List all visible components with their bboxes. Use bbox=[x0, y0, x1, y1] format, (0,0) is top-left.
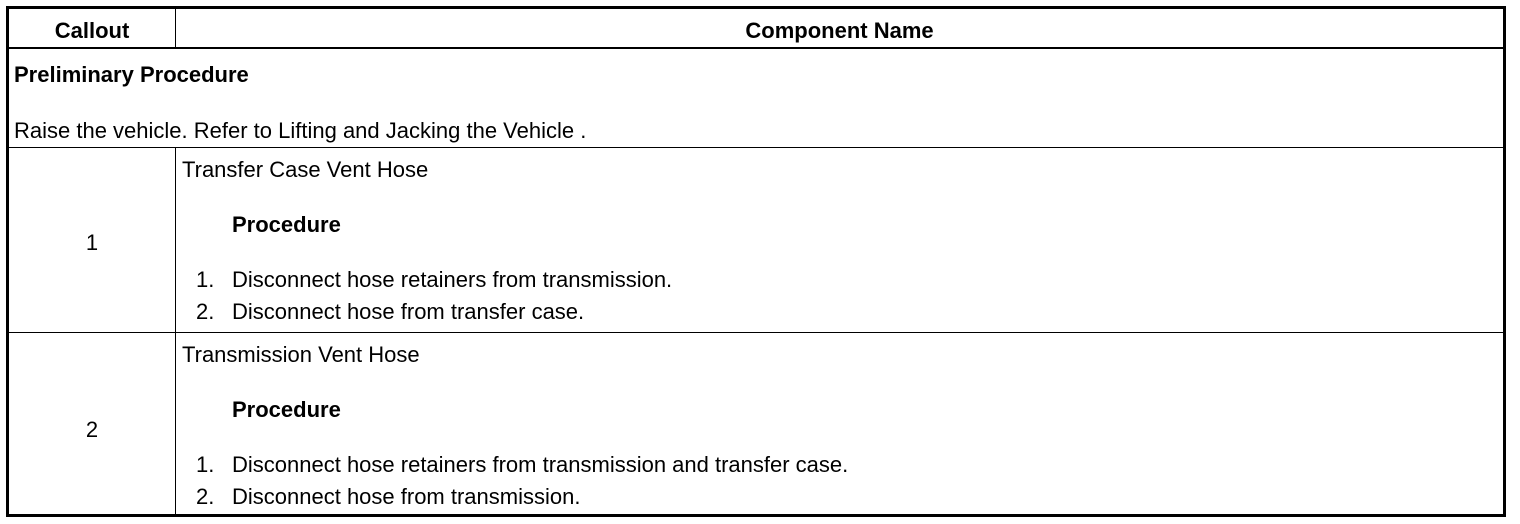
step-number: 2. bbox=[196, 484, 215, 509]
preliminary-procedure-title: Preliminary Procedure bbox=[14, 62, 249, 87]
procedure-heading: Procedure bbox=[232, 212, 341, 237]
step-number: 2. bbox=[196, 299, 215, 324]
step-number: 1. bbox=[196, 452, 215, 477]
procedure-steps bbox=[196, 267, 672, 331]
procedure-table bbox=[6, 6, 1506, 517]
callout-number: 1 bbox=[85, 230, 99, 255]
procedure-steps bbox=[196, 452, 848, 516]
header-callout-label: Callout bbox=[54, 18, 130, 43]
callout-cell bbox=[9, 148, 176, 332]
preliminary-procedure-text: Raise the vehicle. Refer to Lifting and Jacking the Vehicle . bbox=[14, 118, 587, 143]
procedure-heading: Procedure bbox=[232, 397, 341, 422]
step-text: Disconnect hose retainers from transmission and transfer case. bbox=[232, 452, 849, 477]
procedure-step bbox=[196, 299, 672, 331]
step-text: Disconnect hose from transmission. bbox=[232, 484, 581, 509]
callout-number: 2 bbox=[85, 417, 99, 442]
component-name: Transmission Vent Hose bbox=[182, 342, 420, 367]
table-row bbox=[9, 148, 1503, 333]
header-cell-callout bbox=[9, 9, 176, 47]
component-cell bbox=[176, 148, 1503, 332]
step-number: 1. bbox=[196, 267, 215, 292]
component-cell bbox=[176, 333, 1503, 514]
procedure-step bbox=[196, 484, 848, 516]
step-text: Disconnect hose retainers from transmission. bbox=[232, 267, 673, 292]
preliminary-procedure-row bbox=[9, 49, 1503, 148]
procedure-step bbox=[196, 452, 848, 484]
table-header-row bbox=[9, 9, 1503, 49]
table-row bbox=[9, 333, 1503, 514]
procedure-step bbox=[196, 267, 672, 299]
component-name: Transfer Case Vent Hose bbox=[182, 157, 429, 182]
header-cell-component-name bbox=[176, 9, 1503, 47]
step-text: Disconnect hose from transfer case. bbox=[232, 299, 585, 324]
callout-cell bbox=[9, 333, 176, 514]
header-component-name-label: Component Name bbox=[745, 18, 934, 43]
